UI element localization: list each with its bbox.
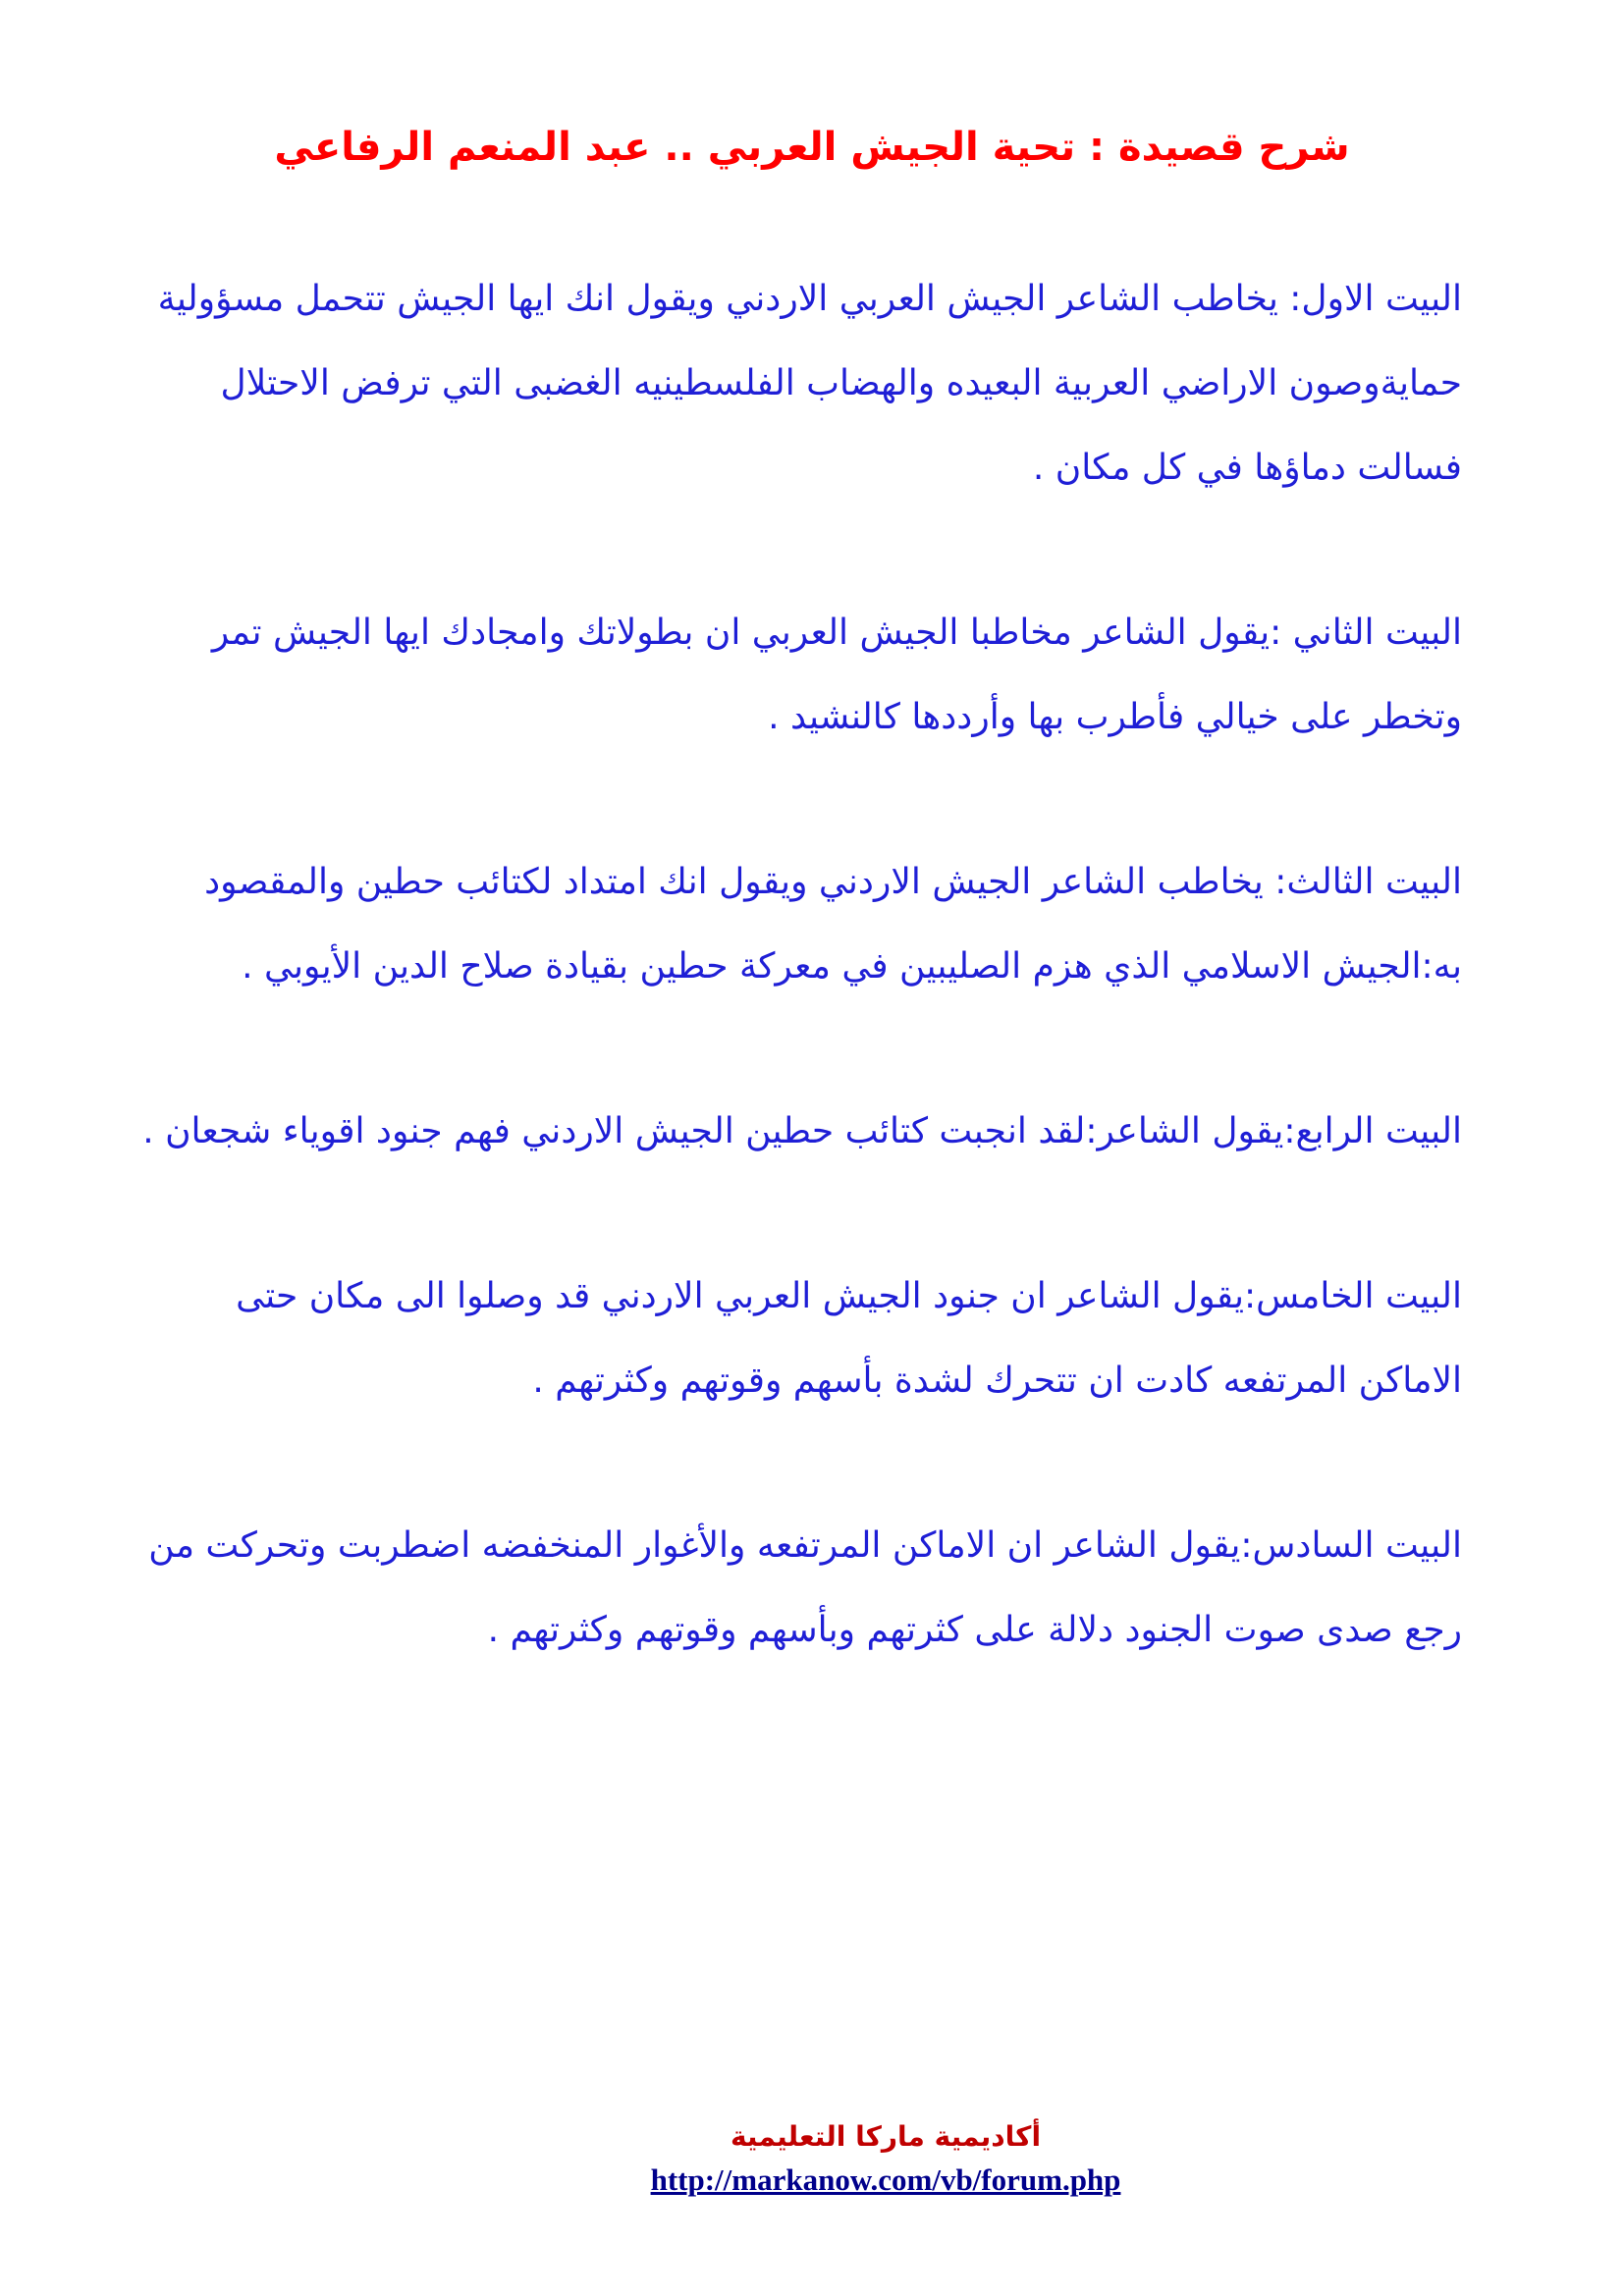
- page-title: شرح قصيدة : تحية الجيش العربي .. عبد المنعم الرفاعي: [274, 125, 1350, 170]
- page-footer: [0, 2115, 1624, 2202]
- paragraph-verse-4: البيت الرابع:يقول الشاعر:لقد انجبت كتائب حطين الجيش الاردني فهم جنود اقوياء شجعان .: [142, 1111, 1462, 1151]
- paragraph-verse-3: البيت الثالث: يخاطب الشاعر الجيش الاردني ويقول انك امتداد لكتائب حطين والمقصود به:الجيش الاسلامي الذي هزم الصليبين في معركة حطين بقيادة صلاح الدين الأيوبي .: [204, 862, 1462, 987]
- paragraph-verse-6: البيت السادس:يقول الشاعر ان الاماكن المرتفعه والأغوار المنخفضه اضطربت وتحركت من رجع صدى صوت الجنود دلالة على كثرتهم وبأسهم وقوتهم وكثرتهم .: [148, 1525, 1462, 1650]
- paragraph-verse-1: البيت الاول: يخاطب الشاعر الجيش العربي الاردني ويقول انك ايها الجيش تتحمل مسؤولية حمايةوصون الاراضي العربية البعيده والهضاب الفلسطينيه الغضبى التي ترفض الاحتلال فسالت دماؤها في كل مكان .: [157, 279, 1462, 488]
- explanation-body: [127, 257, 1462, 1753]
- footer-forum-link[interactable]: http://markanow.com/vb/forum.php: [650, 2163, 1121, 2197]
- paragraph-verse-5: البيت الخامس:يقول الشاعر ان جنود الجيش العربي الاردني قد وصلوا الى مكان حتى الاماكن المرتفعه كادت ان تتحرك لشدة بأسهم وقوتهم وكثرتهم .: [236, 1276, 1462, 1401]
- paragraph-verse-2: البيت الثاني :يقول الشاعر مخاطبا الجيش العربي ان بطولاتك وامجادك ايها الجيش تمر وتخطر على خيالي فأطرب بها وأرددها كالنشيد .: [211, 613, 1462, 737]
- footer-academy-name: أكاديمية ماركا التعليمية: [730, 2120, 1042, 2153]
